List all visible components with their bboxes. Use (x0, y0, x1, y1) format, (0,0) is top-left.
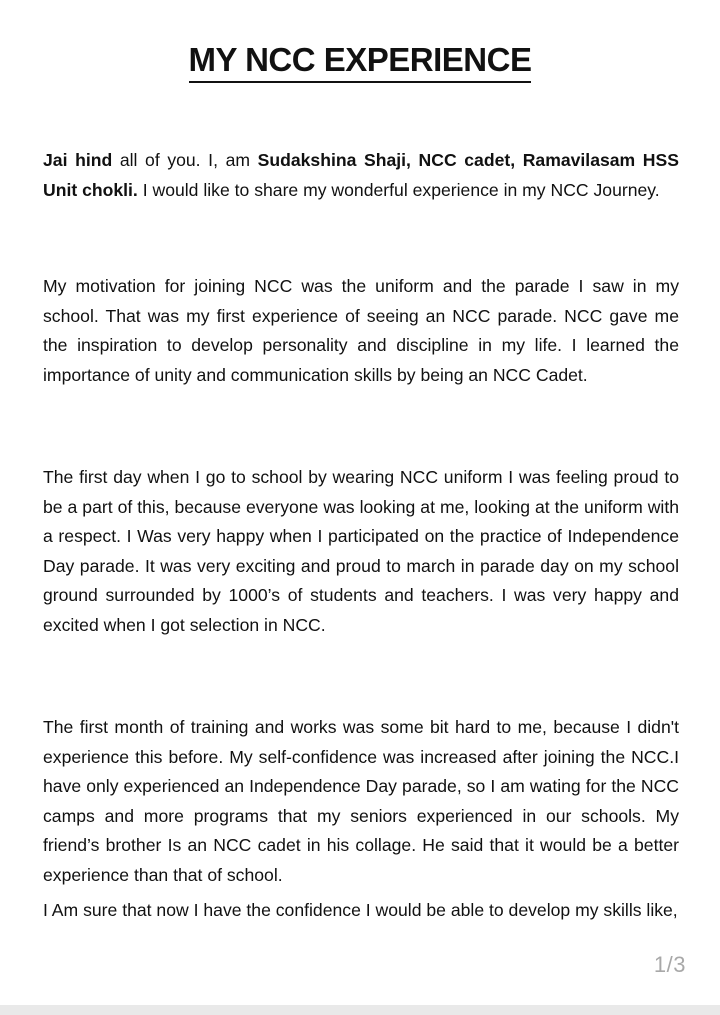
paragraph-motivation: My motivation for joining NCC was the uniform and the parade I saw in my school. That was my first experience of seeing an NCC parade. NCC gave me the inspiration to develop personality and discipline in my life. I learned the importance of unity and communication skills by being an NCC Cadet. (43, 276, 679, 385)
paragraph-confidence: I Am sure that now I have the confidence I would be able to develop my skills like, (43, 900, 678, 920)
intro-text-2: I would like to share my wonderful experience in my NCC Journey. (137, 179, 660, 200)
viewer-bottom-edge (0, 1005, 720, 1015)
document-title (0, 38, 720, 83)
intro-paragraph (43, 146, 679, 205)
intro-text-1: all of you. I, am (112, 150, 258, 170)
page-indicator: 1/3 (653, 952, 686, 977)
title-text: MY NCC EXPERIENCE (189, 41, 532, 83)
paragraph-training: The first month of training and works was some bit hard to me, because I didn't experience this before. My self-confidence was increased after joining the NCC.I have only experienced an Independence Day parade, so I am wating for the NCC camps and more programs that my seniors experienced in our schools. My friend’s brother Is an NCC cadet in his collage. He said that it would be a better experience than that of school. (43, 717, 679, 885)
paragraph-first-day: The first day when I go to school by wearing NCC uniform I was feeling proud to be a part of this, because everyone was looking at me, looking at the uniform with a respect. I Was very happy when I participated on the practice of Independence Day parade. It was very exciting and proud to march in parade day on my school ground surrounded by 1000’s of students and teachers. I was very happy and excited when I got selection in NCC. (43, 467, 679, 635)
greeting-text: Jai hind (43, 150, 113, 170)
cadet-name-unit: Sudakshina Shaji, NCC cadet, Ramavilasam HSS Unit chokli. (43, 150, 679, 200)
